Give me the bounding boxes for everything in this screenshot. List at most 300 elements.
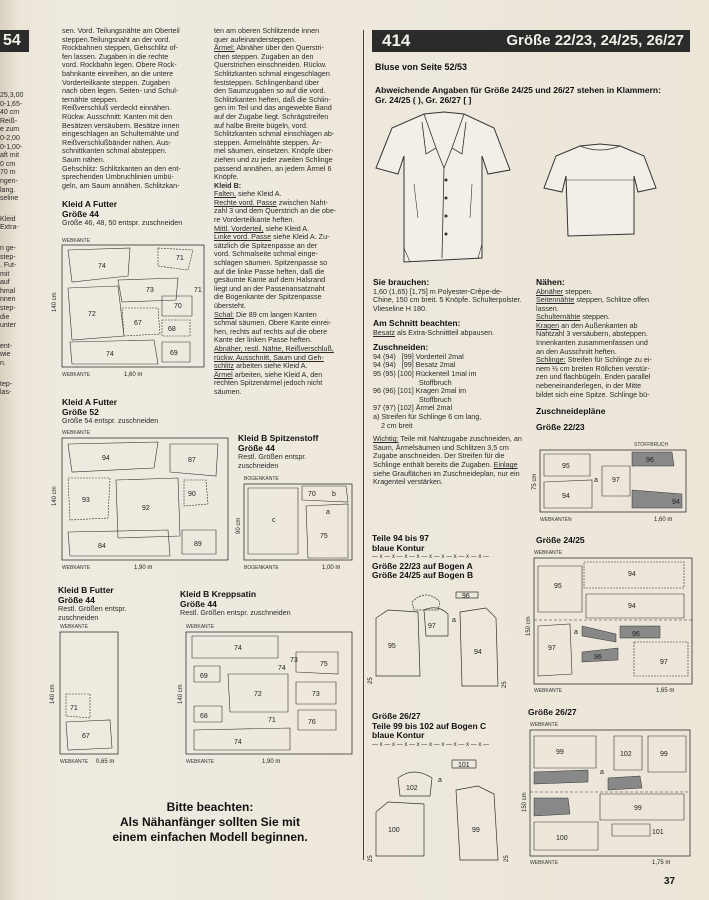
col2-text-line-emphasis: Falten, bbox=[214, 189, 236, 199]
plan-26-27-piece-3: 99 bbox=[660, 751, 668, 758]
kleid-a-futter-44-heading bbox=[62, 200, 212, 228]
plan-22-23-piece-3: 97 bbox=[612, 477, 620, 484]
plan-26-27-piece-5: 101 bbox=[652, 829, 664, 836]
teile-99-102-piece-2: 102 bbox=[406, 785, 418, 792]
am-schnitt-rest: als Extra-Schnittteil abpausen. bbox=[394, 327, 495, 337]
plan-22-23-width: 1,60 m bbox=[654, 517, 673, 523]
kleid-b-kreppsatin-piece-7: 74 bbox=[278, 665, 286, 672]
col2-text-line: schlagen säumen. Spitzenpasse so bbox=[214, 258, 328, 268]
kleid-b-spitzenstoff-bogenkante-top: BOGENKANTE bbox=[244, 476, 279, 482]
naehen-line: lassen. bbox=[536, 303, 559, 313]
blouse-reference: Bluse von Seite 52/53 bbox=[375, 62, 468, 72]
left-page-fragment: hmal bbox=[0, 287, 16, 295]
naehen-line: zen und flachbügeln. Enden parallel bbox=[536, 372, 651, 382]
col1-intro-text bbox=[62, 27, 212, 190]
col2-text-line: zahl 3 und dem Querstrich an die obe- bbox=[214, 206, 337, 216]
naehen-line: Innenkanten zusammenfassen und bbox=[536, 338, 648, 348]
kleid-a-futter-44-height: 140 cm bbox=[52, 292, 58, 312]
kleid-b-kreppsatin-webkante-bottom: WEBKANTE bbox=[186, 759, 215, 765]
col2-text-line: passend annähen, an jedem Ärmel 6 bbox=[214, 163, 332, 173]
teile-99-102-piece-4: 99 bbox=[472, 827, 480, 834]
col1-intro-line: schnittkanten schmal absteppen. bbox=[62, 146, 167, 156]
col2-text-line: Knöpfe. bbox=[214, 172, 239, 182]
kleid-b-spitzenstoff-heading bbox=[238, 434, 360, 470]
kleid-a-futter-52-height: 140 cm bbox=[52, 486, 58, 506]
sie-brauchen-section bbox=[373, 278, 523, 487]
teile-94-97-piece-3: 95 bbox=[388, 643, 396, 650]
col1-intro-line: Saum nähen. bbox=[62, 154, 105, 164]
kleid-b-spitzenstoff-width: 1,00 m bbox=[322, 565, 341, 571]
zuschneiden-title: Zuschneiden: bbox=[373, 342, 429, 353]
teile-94-97-s1: Größe 22/23 auf Bogen A bbox=[372, 560, 473, 571]
right-page-number: 37 bbox=[664, 876, 676, 887]
plan-22-23-stoffbruch: STOFFBRUCH bbox=[634, 442, 669, 448]
col2-text-line: liegt und an der Passenansatznaht bbox=[214, 283, 325, 293]
teile-94-97-meas2: 25 bbox=[502, 681, 508, 688]
plan-26-27-width: 1,75 m bbox=[652, 860, 671, 866]
col2-text-line-rest: arbeiten siehe Kleid A. bbox=[233, 361, 308, 371]
kleid-b-kreppsatin-note: Restl. Größen entspr. zuschneiden bbox=[180, 608, 291, 617]
kleid-a-futter-52-piece-7: 89 bbox=[194, 541, 202, 548]
kleid-a-futter-44-piece-3: 73 bbox=[146, 287, 154, 294]
kleid-b-futter-size: Größe 44 bbox=[58, 594, 95, 605]
kleid-b-spitzenstoff-diagram bbox=[236, 474, 360, 574]
kleid-b-kreppsatin-title: Kleid B Kreppsatin bbox=[180, 589, 257, 599]
kleid-a-futter-52-piece-4: 92 bbox=[142, 505, 150, 512]
teile-94-97-piece-4: 94 bbox=[474, 649, 482, 656]
col2-text-line: gen im Teil und das angewebte Band bbox=[214, 103, 332, 113]
plan-24-25-piece-6: 96 bbox=[632, 631, 640, 638]
naehen-line-rest: Streifen für Schlinge zu ei- bbox=[565, 355, 652, 365]
wichtig-body: Teile mit Nahtzugabe zuschneiden, an Saum, Ärmelsäumen und Schlitzen 3,5 cm Zugabe anschneiden. Der Streifen für die Schlinge enthält bereits die Zugaben. bbox=[373, 434, 522, 469]
kleid-a-futter-52-piece-6: 84 bbox=[98, 543, 106, 550]
naehen-section bbox=[536, 278, 686, 432]
naehen-line-rest: steppen, Schlitze offen bbox=[574, 295, 649, 305]
kleid-b-kreppsatin-piece-3: 69 bbox=[200, 673, 208, 680]
wichtig-text bbox=[373, 435, 523, 487]
teile-99-102-t2: Teile 99 bis 102 auf Bogen C bbox=[372, 720, 487, 731]
plan-22-23-webkanten: WEBKANTEN bbox=[540, 517, 572, 523]
plan-26-27-piece-6: 100 bbox=[556, 835, 568, 842]
left-page-fragment: seline bbox=[0, 195, 19, 203]
plan-26-27-piece-2: 102 bbox=[620, 751, 632, 758]
col1-intro-line: Rückw. Ausschnitt: Kanten mit den bbox=[62, 111, 173, 121]
left-page-fragment: ngen- bbox=[0, 177, 18, 185]
col1-intro-line: geln, am Saum annähen. Schlitzkan- bbox=[62, 180, 180, 190]
col1-intro-line: Gehschlitz: Schlitzkanten an den ent- bbox=[62, 163, 181, 173]
abweichend-text: Abweichende Angaben für Größe 24/25 und 26/27 stehen in Klammern: Gr. 24/25 ( ), Gr. 26/27 [ ] bbox=[375, 85, 661, 105]
col2-text-line: auf halbe Breite bügeln, vord. bbox=[214, 120, 308, 130]
kleid-a-futter-44-piece-7: 68 bbox=[168, 326, 176, 333]
teile-94-97-piece-1: 96 bbox=[462, 593, 470, 600]
col1-intro-line: Reißverschluß verdeckt einnähen. bbox=[62, 103, 172, 113]
col2-text-line: gesäumte Kante auf dem Halsrand bbox=[214, 275, 326, 285]
col1-intro-line: Rockbahnen steppen, Gehschlitz of- bbox=[62, 43, 178, 53]
teile-99-102-meas2: 25 bbox=[504, 855, 510, 862]
naehen-line-emphasis: Seitennähte bbox=[536, 295, 575, 305]
teile-99-102-piece-1: 101 bbox=[458, 762, 470, 769]
col2-text-line: Schlitzkanten schmal eingeschlagen bbox=[214, 68, 330, 78]
col2-text-line: säumen. bbox=[214, 386, 242, 396]
kleid-b-futter-height: 140 cm bbox=[50, 684, 56, 704]
kleid-b-kreppsatin-webkante-top: WEBKANTE bbox=[186, 624, 215, 630]
kleid-a-futter-52-piece-3: 90 bbox=[188, 491, 196, 498]
col2-text-line-rest: Abnäher über den Querstri- bbox=[234, 43, 324, 53]
col2-text-line: Schlitzkanten schmal einschlagen ab- bbox=[214, 129, 335, 139]
kleid-a-futter-44-note: Größe 46, 48, 50 entspr. zuschneiden bbox=[62, 218, 183, 227]
col1-intro-line: vord. Rockbahn legen. Obere Rock- bbox=[62, 60, 177, 70]
am-schnitt-besatz: Besatz bbox=[373, 327, 395, 337]
notice-line2: einem einfachen Modell beginnen. bbox=[112, 830, 308, 844]
plan-24-25-webkante-top: WEBKANTE bbox=[534, 550, 563, 556]
pattern-number: 414 bbox=[382, 31, 411, 50]
col2-text-line: übersteht. bbox=[214, 301, 246, 310]
left-page-fragment: step- bbox=[0, 305, 16, 313]
kleid-b-spitzenstoff-size: Größe 44 bbox=[238, 442, 275, 453]
zuschneiden-row: Stoffbruch bbox=[373, 394, 452, 404]
kleid-a-futter-52-diagram bbox=[52, 428, 233, 576]
kleid-b-kreppsatin-piece-10: 71 bbox=[268, 717, 276, 724]
plan-24-25-diagram bbox=[524, 546, 696, 698]
teile-99-102-t3: blaue Kontur bbox=[372, 730, 425, 740]
kleid-b-spitzenstoff-piece-1: 70 bbox=[308, 491, 316, 498]
kleid-b-spitzenstoff-piece-3: c bbox=[272, 517, 276, 524]
left-page-fragment: aft mit bbox=[0, 152, 20, 160]
col2-text-line: feststeppen. Schlingenband über bbox=[214, 77, 320, 87]
kleid-a-futter-52-note: Größe 54 entspr. zuschneiden bbox=[62, 416, 159, 425]
plan-24-25-piece-5: a bbox=[574, 629, 578, 636]
left-page-fragment: e zum bbox=[0, 126, 20, 134]
zuschneiden-row: 94 (94) [99] Besatz 2mal bbox=[373, 360, 456, 370]
left-page-fragment: 70 m bbox=[0, 169, 16, 177]
col2-text-line-rest: Die 89 cm langen Kanten bbox=[233, 309, 317, 319]
col2-text-line: sätzlich die Spitzenpasse an der bbox=[214, 240, 318, 250]
zuschneiden-row: 2 cm breit bbox=[373, 420, 413, 430]
kleid-a-futter-52-webkante-bottom: WEBKANTE bbox=[62, 565, 91, 571]
col1-intro-line: eingeschlagen an Schulternähte und bbox=[62, 129, 179, 139]
kleid-b-kreppsatin-piece-4: 73 bbox=[312, 691, 320, 698]
kleid-b-spitzenstoff-bogenkante-bottom: BOGENKANTE bbox=[244, 565, 279, 571]
kleid-b-futter-piece-2: 67 bbox=[82, 733, 90, 740]
naehen-line-rest: steppen. bbox=[580, 312, 610, 322]
teile-99-102-heading bbox=[372, 712, 532, 749]
naehen-line-emphasis: Kragen bbox=[536, 320, 560, 330]
col2-text-line: Kleid B: bbox=[214, 180, 242, 190]
plan-22-23-height: 75 cm bbox=[532, 473, 538, 490]
kleid-a-futter-44-webkante-bottom: WEBKANTE bbox=[62, 372, 91, 378]
pattern-banner bbox=[372, 30, 690, 52]
kleid-a-futter-44-piece-5: 70 bbox=[174, 303, 182, 310]
kleid-b-kreppsatin-heading bbox=[180, 590, 360, 618]
col2-text-line: hen, rechts auf rechts auf die obere bbox=[214, 326, 328, 336]
col2-text-line-emphasis: Rechte vord. Passe bbox=[214, 197, 277, 207]
teile-94-97-s2: Größe 24/25 auf Bogen B bbox=[372, 570, 474, 581]
teile-99-102-t1: Größe 26/27 bbox=[372, 711, 421, 721]
kleid-a-futter-44-piece-9: 69 bbox=[170, 350, 178, 357]
kleid-b-kreppsatin-piece-5: 72 bbox=[254, 691, 262, 698]
col1-intro-line: Reißverschlußbänder nähen. Aus- bbox=[62, 137, 172, 147]
col1-intro-line: sen. Vord. Teilungsnähte am Oberteil bbox=[62, 26, 180, 35]
col2-text-line: vord. Schmalseite schmal einge- bbox=[214, 249, 318, 259]
plan-24-25-piece-8: 97 bbox=[660, 659, 668, 666]
left-page-number-badge bbox=[0, 30, 29, 52]
plan-26-27-title: Größe 26/27 bbox=[528, 707, 577, 717]
zuschneiden-row: a) Streifen für Schlinge 6 cm lang, bbox=[373, 412, 482, 422]
naehen-line: an den Ausschnitt heften. bbox=[536, 346, 617, 356]
col2-text-line: ziehen und zu jeder zweiten Schlinge bbox=[214, 154, 333, 164]
left-page-fragment: step- bbox=[0, 253, 16, 261]
kleid-b-spitzenstoff-note2: zuschneiden bbox=[238, 460, 279, 470]
kleid-b-spitzenstoff-piece-4: a bbox=[326, 509, 330, 516]
kleid-a-futter-44-width: 1,60 m bbox=[124, 372, 143, 378]
col2-text-line: re Vorderteilkante heften. bbox=[214, 215, 295, 225]
left-page-fragment: nnen bbox=[0, 296, 16, 304]
kleid-a-futter-44-diagram bbox=[52, 236, 208, 386]
kleid-b-kreppsatin-piece-8: 76 bbox=[308, 719, 316, 726]
notice-line1: Als Nähanfänger sollten Sie mit bbox=[119, 815, 301, 829]
kleid-a-futter-44-webkante: WEBKANTE bbox=[62, 238, 91, 244]
left-page-fragment: auf bbox=[0, 279, 10, 287]
plan-24-25-piece-4: 97 bbox=[548, 645, 556, 652]
kleid-a-futter-44-piece-4: 72 bbox=[88, 311, 96, 318]
kleid-b-futter-title: Kleid B Futter bbox=[58, 585, 114, 595]
teile-94-97-t1: Teile 94 bis 97 bbox=[372, 533, 430, 543]
am-schnitt-title: Am Schnitt beachten: bbox=[373, 318, 461, 329]
teile-94-97-meas1: 25 bbox=[368, 677, 374, 684]
einlage-body: siehe Grauflächen im Zuschneideplan, nur ein Kragenteil verstärken. bbox=[373, 468, 520, 487]
left-page-fragment: n ge- bbox=[0, 244, 16, 252]
naehen-line: bildet sich eine Spitze. Schlinge bü- bbox=[536, 389, 650, 399]
plan-24-25-piece-1: 94 bbox=[628, 571, 636, 578]
left-page-fragment: las- bbox=[0, 389, 12, 397]
zuschneiden-row: 96 (96) [101] Kragen 2mal im bbox=[373, 386, 467, 396]
teile-94-97-dash: — x — x — x — x — x — x — x — x — x — bbox=[372, 554, 490, 560]
zuschneiden-row: 94 (94) [99] Vorderteil 2mal bbox=[373, 351, 464, 361]
teile-99-102-meas1: 25 bbox=[368, 855, 374, 862]
notice-title: Bitte beachten: bbox=[166, 800, 254, 814]
left-page-fragment: lang. bbox=[0, 186, 16, 194]
left-page-fragment: mit bbox=[0, 270, 10, 278]
left-page-fragment: 0 cm bbox=[0, 160, 16, 168]
col2-text-line-emphasis: Ärmel bbox=[214, 369, 233, 379]
col2-text-line: den Saumzugaben so auf die vord. bbox=[214, 86, 326, 96]
col1-intro-line: Vorderteilkante steppen. Zugaben bbox=[62, 77, 170, 87]
wichtig-label: Wichtig: bbox=[373, 434, 399, 444]
kleid-b-futter-diagram bbox=[50, 622, 176, 770]
kleid-b-spitzenstoff-note1: Restl. Größen entspr. bbox=[238, 452, 307, 461]
naehen-line-emphasis: Abnäher bbox=[536, 286, 564, 296]
zuschneidplaene-title: Zuschneidepläne bbox=[536, 406, 606, 417]
plan-26-27-piece-1: 99 bbox=[556, 749, 564, 756]
naehen-title: Nähen: bbox=[536, 277, 565, 287]
col2-text-line: rechten Spitzenärmel jedoch nicht bbox=[214, 378, 323, 388]
teile-99-102-piece-3: 100 bbox=[388, 827, 400, 834]
kleid-a-futter-52-piece-2: 87 bbox=[188, 457, 196, 464]
zuschneiden-list bbox=[373, 353, 523, 430]
kleid-b-spitzenstoff-height: 90 cm bbox=[236, 517, 242, 534]
plan-24-25-width: 1,65 m bbox=[656, 688, 675, 694]
left-page-fragment: 0-1,00- bbox=[0, 143, 23, 151]
plan-26-27-diagram bbox=[520, 718, 696, 868]
naehen-line: nem ½ cm breiten Röllchen verstür- bbox=[536, 363, 650, 373]
naehen-line-emphasis: Schlinge: bbox=[536, 355, 566, 365]
col2-text-line: schmal säumen. Obere Kante einrei- bbox=[214, 318, 332, 328]
left-page-fragment: n. bbox=[0, 360, 6, 368]
kleid-b-spitzenstoff-piece-5: 75 bbox=[320, 533, 328, 540]
kleid-b-futter-heading bbox=[58, 586, 168, 622]
kleid-b-futter-piece-1: 71 bbox=[70, 705, 78, 712]
am-schnitt-text bbox=[373, 329, 523, 338]
left-page-fragment: 0-1,65- bbox=[0, 100, 23, 108]
kleid-b-kreppsatin-diagram bbox=[178, 622, 360, 770]
kleid-b-kreppsatin-piece-2: 75 bbox=[320, 661, 328, 668]
blouse-back-illustration bbox=[540, 140, 658, 240]
plan-26-27-piece-7: 99 bbox=[634, 805, 642, 812]
kleid-a-futter-52-webkante: WEBKANTE bbox=[62, 430, 91, 436]
col2-text-line: auf der Zugabe liegt. Schrägstreifen bbox=[214, 111, 329, 121]
left-page-fragment: Reiß- bbox=[0, 117, 18, 125]
col1-intro-line: nach oben legen. Seiten- und Schul- bbox=[62, 86, 179, 96]
col2-text-line: Schlitzkanten heften, daß die Schlin- bbox=[214, 94, 331, 104]
teile-99-102-piece-5: a bbox=[438, 777, 442, 784]
left-page-fragment: ent- bbox=[0, 342, 13, 350]
plan-26-27-webkante-bottom: WEBKANTE bbox=[530, 860, 559, 866]
plan-24-25-webkante-bottom: WEBKANTE bbox=[534, 688, 563, 694]
kleid-a-futter-44-title: Kleid A Futter bbox=[62, 199, 118, 209]
kleid-a-futter-44-piece-1: 74 bbox=[98, 263, 106, 270]
col2-text bbox=[214, 27, 360, 397]
kleid-a-futter-44-piece-10: 71 bbox=[194, 287, 202, 294]
col2-text-line: mel säumen, einsetzen. Knöpfe über- bbox=[214, 146, 334, 156]
notice-box bbox=[60, 800, 360, 845]
kleid-a-futter-52-title: Kleid A Futter bbox=[62, 397, 118, 407]
zuschneiden-row: Stoffbruch bbox=[373, 377, 452, 387]
plan-24-25-height: 150 cm bbox=[526, 616, 532, 636]
teile-94-97-piece-5: a bbox=[452, 617, 456, 624]
kleid-a-futter-44-size: Größe 44 bbox=[62, 208, 99, 219]
col2-text-line-rest: siehe Kleid A. bbox=[263, 223, 310, 233]
col2-text-line: steppen. Ärmelnähte steppen. Är- bbox=[214, 137, 322, 147]
left-page-fragment: 25,3,00 bbox=[0, 92, 24, 99]
col2-text-line: quer aufeinandersteppen. bbox=[214, 34, 296, 44]
kleid-a-futter-52-piece-1: 94 bbox=[102, 455, 110, 462]
col2-text-line-emphasis: Schal: bbox=[214, 309, 234, 319]
col2-text-line-emphasis: Mittl. Vorderteil, bbox=[214, 223, 264, 233]
kleid-a-futter-52-size: Größe 52 bbox=[62, 406, 99, 417]
col1-intro-line: sprechenden Umbruchlinien umbü- bbox=[62, 172, 174, 182]
kleid-a-futter-52-piece-5: 93 bbox=[82, 497, 90, 504]
naehen-line-rest: steppen. bbox=[563, 286, 593, 296]
plan-22-23-diagram bbox=[532, 438, 692, 530]
left-page-number: 54 bbox=[3, 32, 21, 49]
naehen-line-emphasis: Schulternähte bbox=[536, 312, 581, 322]
col2-text-line-rest: zwischen Naht- bbox=[276, 197, 328, 207]
teile-94-97-heading bbox=[372, 534, 532, 581]
col2-text-line-emphasis: rückw. Ausschnitt, Saum und Geh- bbox=[214, 352, 324, 362]
plan-26-27-webkante-top: WEBKANTE bbox=[530, 722, 559, 728]
kleid-b-futter-width: 0,65 m bbox=[96, 759, 115, 765]
col2-text-line-rest: siehe Kleid A. Zu- bbox=[271, 232, 330, 242]
col2-text-line: Querstrichen einschneiden. Rückw. bbox=[214, 60, 327, 70]
plan-22-23-piece-4: a bbox=[594, 477, 598, 484]
plan-24-25-title: Größe 24/25 bbox=[536, 535, 585, 545]
teile-94-97-diagram bbox=[368, 584, 528, 696]
einlage-label: Einlage bbox=[493, 460, 518, 469]
teile-99-102-diagram bbox=[368, 752, 528, 864]
left-page-fragment: unter bbox=[0, 322, 16, 330]
col2-text-line-emphasis: Linke vord. Passe bbox=[214, 232, 272, 242]
plan-22-23-title: Größe 22/23 bbox=[536, 421, 585, 432]
zuschneiden-row: 97 (97) [102] Ärmel 2mal bbox=[373, 403, 453, 413]
left-page-fragment: wie bbox=[0, 351, 11, 359]
col2-text-line: auf die linke Passe heften, daß die bbox=[214, 266, 325, 276]
kleid-b-kreppsatin-piece-6: 68 bbox=[200, 713, 208, 720]
kleid-b-kreppsatin-width: 1,90 m bbox=[262, 759, 281, 765]
plan-22-23-piece-5: 94 bbox=[562, 493, 570, 500]
kleid-b-kreppsatin-piece-11: 73 bbox=[290, 657, 298, 664]
column-divider bbox=[363, 30, 364, 860]
teile-94-97-piece-2: 97 bbox=[428, 623, 436, 630]
left-page-fragment: . Fut- bbox=[0, 262, 17, 270]
kleid-b-kreppsatin-size: Größe 44 bbox=[180, 598, 217, 609]
zuschneiden-row: 95 (95) [100] Rückenteil 1mal im bbox=[373, 369, 477, 379]
col2-text-line-emphasis: Ärmel: bbox=[214, 43, 235, 53]
kleid-b-futter-webkante-bottom: WEBKANTE bbox=[60, 759, 89, 765]
col1-intro-line: steppen.Teilungsnaht an der vord. bbox=[62, 34, 171, 44]
plan-26-27-height: 150 cm bbox=[522, 792, 528, 812]
left-page-fragment: tep- bbox=[0, 380, 13, 388]
pattern-sizes: Größe 22/23, 24/25, 26/27 bbox=[506, 32, 684, 49]
plan-24-25-piece-2: 95 bbox=[554, 583, 562, 590]
kleid-a-futter-52-width: 1,90 m bbox=[134, 565, 153, 571]
plan-24-25-piece-7: 96 bbox=[594, 654, 602, 661]
naehen-line: Nahtzahl 3 versäubern, absteppen. bbox=[536, 329, 648, 339]
kleid-b-kreppsatin-piece-1: 74 bbox=[234, 645, 242, 652]
kleid-a-futter-44-piece-6: 67 bbox=[134, 320, 142, 327]
blouse-front-illustration bbox=[374, 108, 514, 273]
plan-24-25-piece-3: 94 bbox=[628, 603, 636, 610]
col1-intro-line: bahnkante einreihen, an die untere bbox=[62, 68, 174, 78]
kleid-b-kreppsatin-piece-9: 74 bbox=[234, 739, 242, 746]
left-page-fragment: 0-2,00 bbox=[0, 134, 20, 142]
kleid-a-futter-44-piece-2: 71 bbox=[176, 255, 184, 262]
kleid-b-futter-webkante: WEBKANTE bbox=[60, 624, 89, 630]
col2-text-line: die Bogenkante der Spitzenpasse bbox=[214, 292, 322, 302]
teile-94-97-t2: blaue Kontur bbox=[372, 542, 425, 553]
sie-brauchen-title: Sie brauchen: bbox=[373, 277, 430, 287]
plan-26-27-piece-4: a bbox=[600, 769, 604, 776]
col1-intro-line: ternähte steppen. bbox=[62, 94, 118, 104]
col2-text-line-emphasis: Abnäher, restl. Nähte, Reißverschluß, bbox=[214, 343, 334, 353]
left-page-fragments bbox=[0, 92, 32, 398]
naehen-text bbox=[536, 288, 686, 400]
naehen-line: nebeneinanderlegen, in der Mitte bbox=[536, 381, 642, 391]
col2-text-line: Kante der linken Passe heften. bbox=[214, 335, 312, 345]
left-page-fragment: Kleid bbox=[0, 215, 16, 223]
col2-text-line: chen steppen. Zugaben an den bbox=[214, 51, 314, 61]
left-page-fragment: die bbox=[0, 313, 10, 321]
kleid-b-spitzenstoff-title: Kleid B Spitzenstoff bbox=[238, 433, 319, 443]
col2-text-line: ten am oberen Schlitzende innen bbox=[214, 26, 320, 35]
col2-text-line-rest: siehe Kleid A. bbox=[235, 189, 282, 199]
col2-text-line-rest: arbeiten, siehe Kleid A, den bbox=[232, 369, 323, 379]
kleid-b-kreppsatin-height: 140 cm bbox=[178, 684, 184, 704]
naehen-line-rest: an den Außenkanten ab bbox=[559, 320, 638, 330]
kleid-a-futter-52-heading bbox=[62, 398, 212, 426]
plan-22-23-piece-1: 95 bbox=[562, 463, 570, 470]
kleid-b-spitzenstoff-piece-2: b bbox=[332, 491, 336, 498]
plan-22-23-piece-2: 96 bbox=[646, 457, 654, 464]
